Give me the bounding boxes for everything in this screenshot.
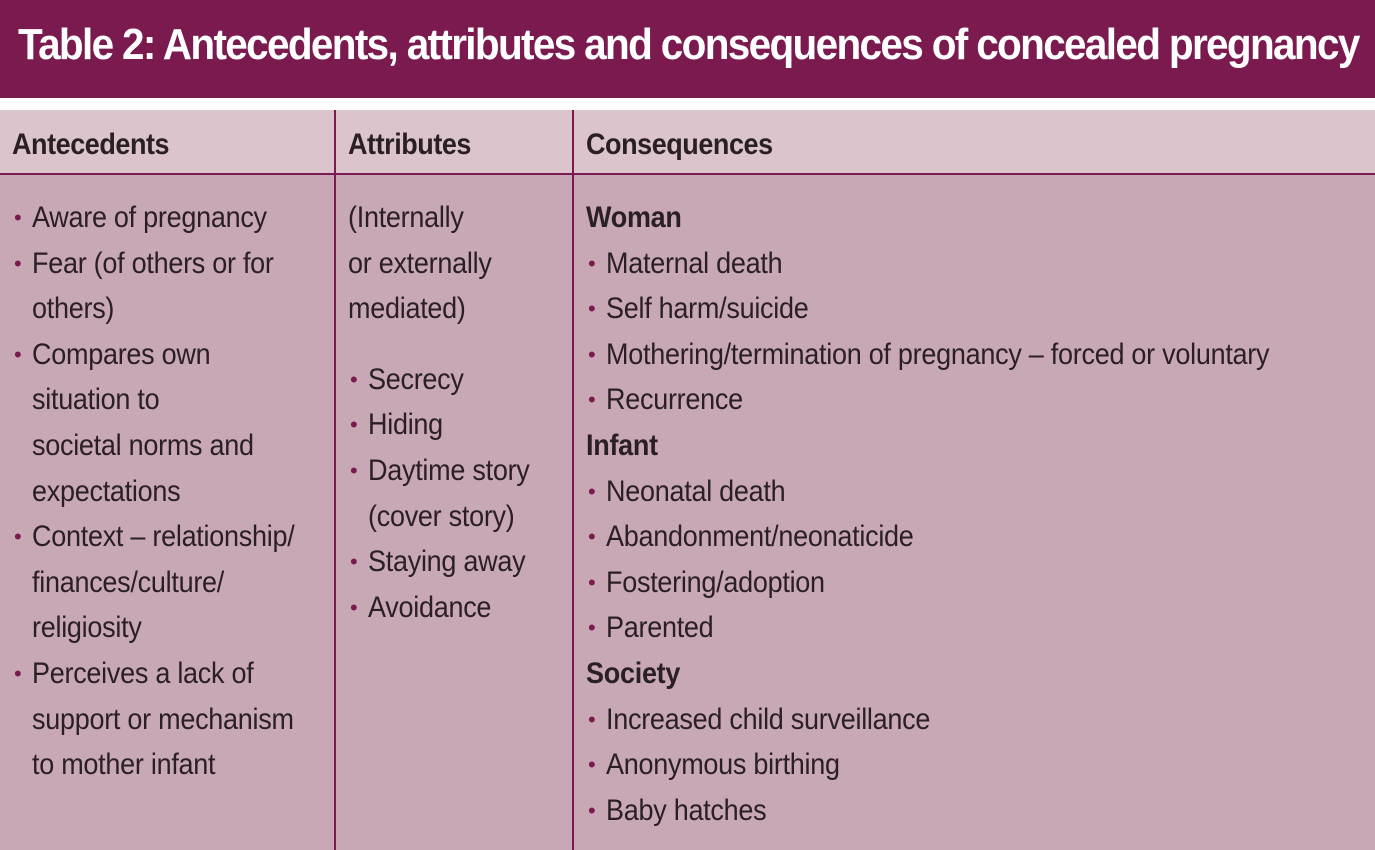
list-item-text: Abandonment/neonaticide [606, 520, 914, 554]
header-antecedents: Antecedents [0, 110, 336, 175]
consequences-group-society [586, 651, 1375, 833]
bullet-icon: • [350, 549, 358, 575]
list-item [12, 332, 334, 514]
list-item [348, 448, 572, 539]
list-item [586, 605, 1375, 651]
bullet-icon: • [588, 569, 596, 595]
list-item-text: Staying away [368, 545, 526, 579]
bullet-icon: • [350, 366, 358, 392]
list-item-text: Fear (of others or for [32, 246, 274, 280]
list-item [12, 651, 334, 788]
list-item-text: situation to [32, 383, 160, 417]
list-item-text: religiosity [32, 611, 142, 645]
bullet-icon: • [588, 615, 596, 641]
list-item [348, 357, 572, 403]
list-item [12, 514, 334, 651]
list-item-text: Fostering/adoption [606, 565, 825, 599]
bullet-icon: • [14, 341, 22, 367]
list-item [348, 402, 572, 448]
bullet-icon: • [588, 250, 596, 276]
attributes-note [348, 195, 572, 332]
list-item-text: Mothering/termination of pregnancy – forced or voluntary [606, 337, 1270, 371]
list-item [586, 332, 1375, 378]
bullet-icon: • [588, 752, 596, 778]
list-item-text: Self harm/suicide [606, 292, 809, 326]
table-title: Table 2: Antecedents, attributes and consequences of concealed pregnancy [18, 20, 1359, 69]
list-item [12, 195, 334, 241]
attributes-note-line: or externally [348, 246, 492, 280]
concealed-pregnancy-table [0, 110, 1375, 850]
group-title-woman: Woman [586, 201, 682, 234]
list-item [586, 377, 1375, 423]
list-item [348, 585, 572, 631]
header-attributes: Attributes [336, 110, 574, 175]
list-item-text: others) [32, 292, 115, 326]
bullet-icon: • [588, 797, 596, 823]
society-list [586, 697, 1375, 834]
list-item-text: to mother infant [32, 748, 216, 782]
list-item [12, 241, 334, 332]
attributes-column [336, 175, 574, 850]
list-item-text: finances/culture/ [32, 565, 225, 599]
list-item-text: Parented [606, 611, 714, 645]
attributes-list [348, 357, 572, 631]
bullet-icon: • [14, 660, 22, 686]
bullet-icon: • [14, 524, 22, 550]
list-item-text: Anonymous birthing [606, 748, 840, 782]
attributes-note-line: mediated) [348, 292, 466, 326]
list-item [586, 742, 1375, 788]
list-item-text: Compares own [32, 337, 211, 371]
list-item-text: Daytime story [368, 453, 530, 487]
list-item-text: Hiding [368, 408, 443, 442]
list-item [348, 539, 572, 585]
list-item-text: societal norms and [32, 428, 254, 462]
list-item [586, 241, 1375, 287]
bullet-icon: • [588, 296, 596, 322]
title-bar [0, 0, 1375, 98]
consequences-group-woman [586, 195, 1375, 423]
list-item-text: Avoidance [368, 590, 492, 624]
consequences-group-infant [586, 423, 1375, 651]
list-item-text: Perceives a lack of [32, 656, 254, 690]
group-title-infant: Infant [586, 428, 658, 462]
bullet-icon: • [14, 205, 22, 230]
woman-list [586, 241, 1375, 423]
list-item-text: Baby hatches [606, 793, 767, 827]
list-item [586, 514, 1375, 560]
antecedents-column [0, 175, 336, 850]
list-item [586, 286, 1375, 332]
list-item-text: Aware of pregnancy [32, 201, 267, 234]
list-item-text: Recurrence [606, 383, 743, 417]
bullet-icon: • [588, 524, 596, 550]
list-item [586, 697, 1375, 743]
list-item-text: (cover story) [368, 499, 515, 533]
bullet-icon: • [350, 594, 358, 620]
list-item [586, 469, 1375, 515]
bullet-icon: • [588, 478, 596, 504]
header-consequences: Consequences [574, 110, 1375, 175]
antecedents-list [12, 195, 334, 788]
list-item-text: Increased child surveillance [606, 702, 931, 736]
list-item [586, 560, 1375, 606]
list-item [586, 788, 1375, 834]
bullet-icon: • [14, 250, 22, 276]
consequences-column [574, 175, 1375, 850]
bullet-icon: • [588, 341, 596, 367]
group-title-society: Society [586, 656, 681, 690]
list-item-text: expectations [32, 474, 181, 508]
bullet-icon: • [588, 706, 596, 732]
bullet-icon: • [588, 387, 596, 413]
bullet-icon: • [350, 457, 358, 483]
infant-list [586, 469, 1375, 651]
list-item-text: Secrecy [368, 362, 464, 396]
list-item-text: Context – relationship/ [32, 520, 295, 554]
list-item-text: support or mechanism [32, 702, 294, 736]
bullet-icon: • [350, 412, 358, 438]
attributes-note-line: (Internally [348, 201, 464, 234]
list-item-text: Neonatal death [606, 474, 786, 508]
list-item-text: Maternal death [606, 246, 783, 280]
